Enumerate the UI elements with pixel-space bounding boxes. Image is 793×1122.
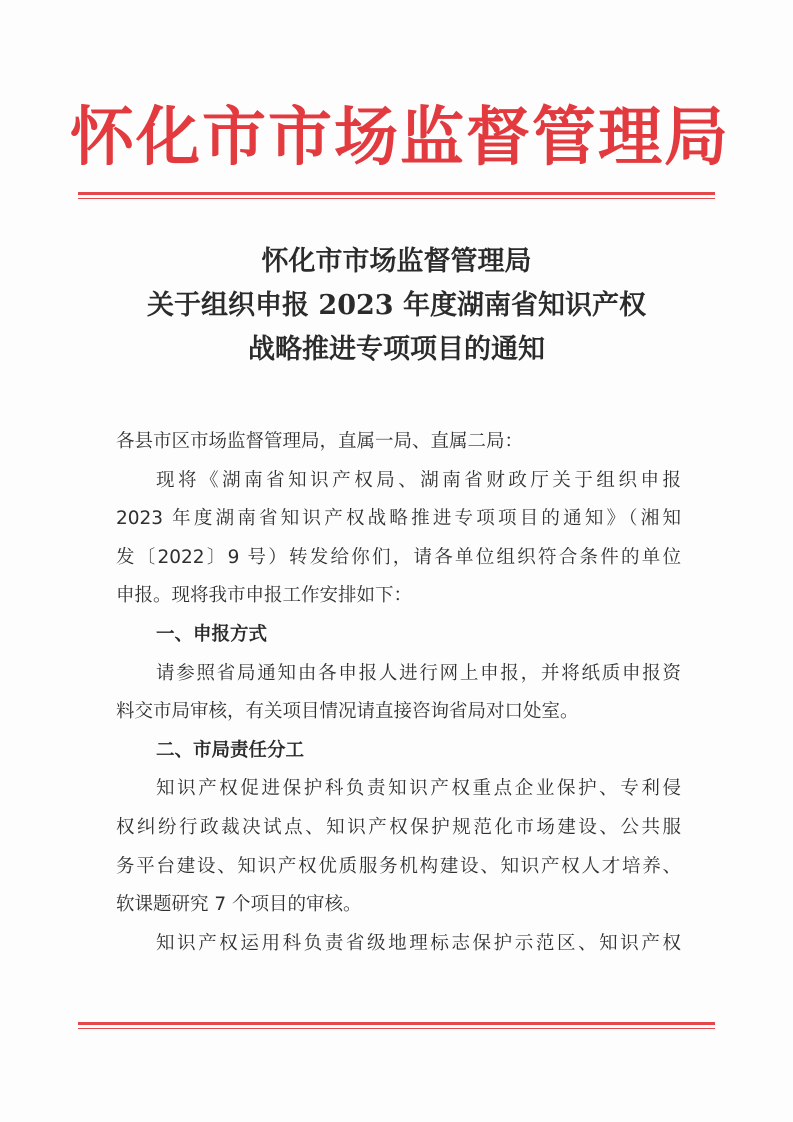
title-line-3: 战略推进专项项目的通知 <box>248 334 545 365</box>
intro-line: 发〔2022〕9 号）转发给你们，请各单位组织符合条件的单位 <box>116 546 681 568</box>
section1-line: 请参照省局通知由各申报人进行网上申报，并将纸质申报资 <box>156 662 681 684</box>
title-line-1: 怀化市市场监督管理局 <box>261 246 532 277</box>
section2-line: 知识产权运用科负责省级地理标志保护示范区、知识产权 <box>156 932 681 954</box>
masthead-red-rule <box>78 192 715 199</box>
intro-line: 申报。现将我市申报工作安排如下： <box>116 585 413 607</box>
intro-line: 现将《湖南省知识产权局、湖南省财政厅关于组织申报 <box>156 469 681 491</box>
red-rule-thin <box>78 1028 715 1029</box>
title-line-2: 关于组织申报 2023 年度湖南省知识产权 <box>147 290 646 321</box>
section2-line: 权纠纷行政裁决试点、知识产权保护规范化市场建设、公共服 <box>116 816 681 838</box>
red-rule-thick <box>78 192 715 195</box>
document-body <box>116 423 681 963</box>
section1-line: 料交市局审核，有关项目情况请直接咨询省局对口处室。 <box>116 701 579 723</box>
red-rule-thin <box>78 198 715 199</box>
intro-line: 2023 年度湖南省知识产权战略推进专项项目的通知》（湘知 <box>116 508 681 530</box>
section2-line: 务平台建设、知识产权优质服务机构建设、知识产权人才培养、 <box>116 855 681 877</box>
section2-line: 软课题研究 7 个项目的审核。 <box>116 894 362 916</box>
salutation: 各县市区市场监督管理局，直属一局、直属二局： <box>116 431 524 452</box>
red-rule-thick <box>78 1022 715 1025</box>
masthead-org-name: 怀化市市场监督管理局 <box>70 100 730 175</box>
section-heading-2: 二、市局责任分工 <box>156 739 305 761</box>
section2-line: 知识产权促进保护科负责知识产权重点企业保护、专利侵 <box>156 778 681 800</box>
footer-red-rule <box>78 1022 715 1029</box>
document-title <box>78 240 715 372</box>
section-heading-1: 一、申报方式 <box>156 623 268 645</box>
